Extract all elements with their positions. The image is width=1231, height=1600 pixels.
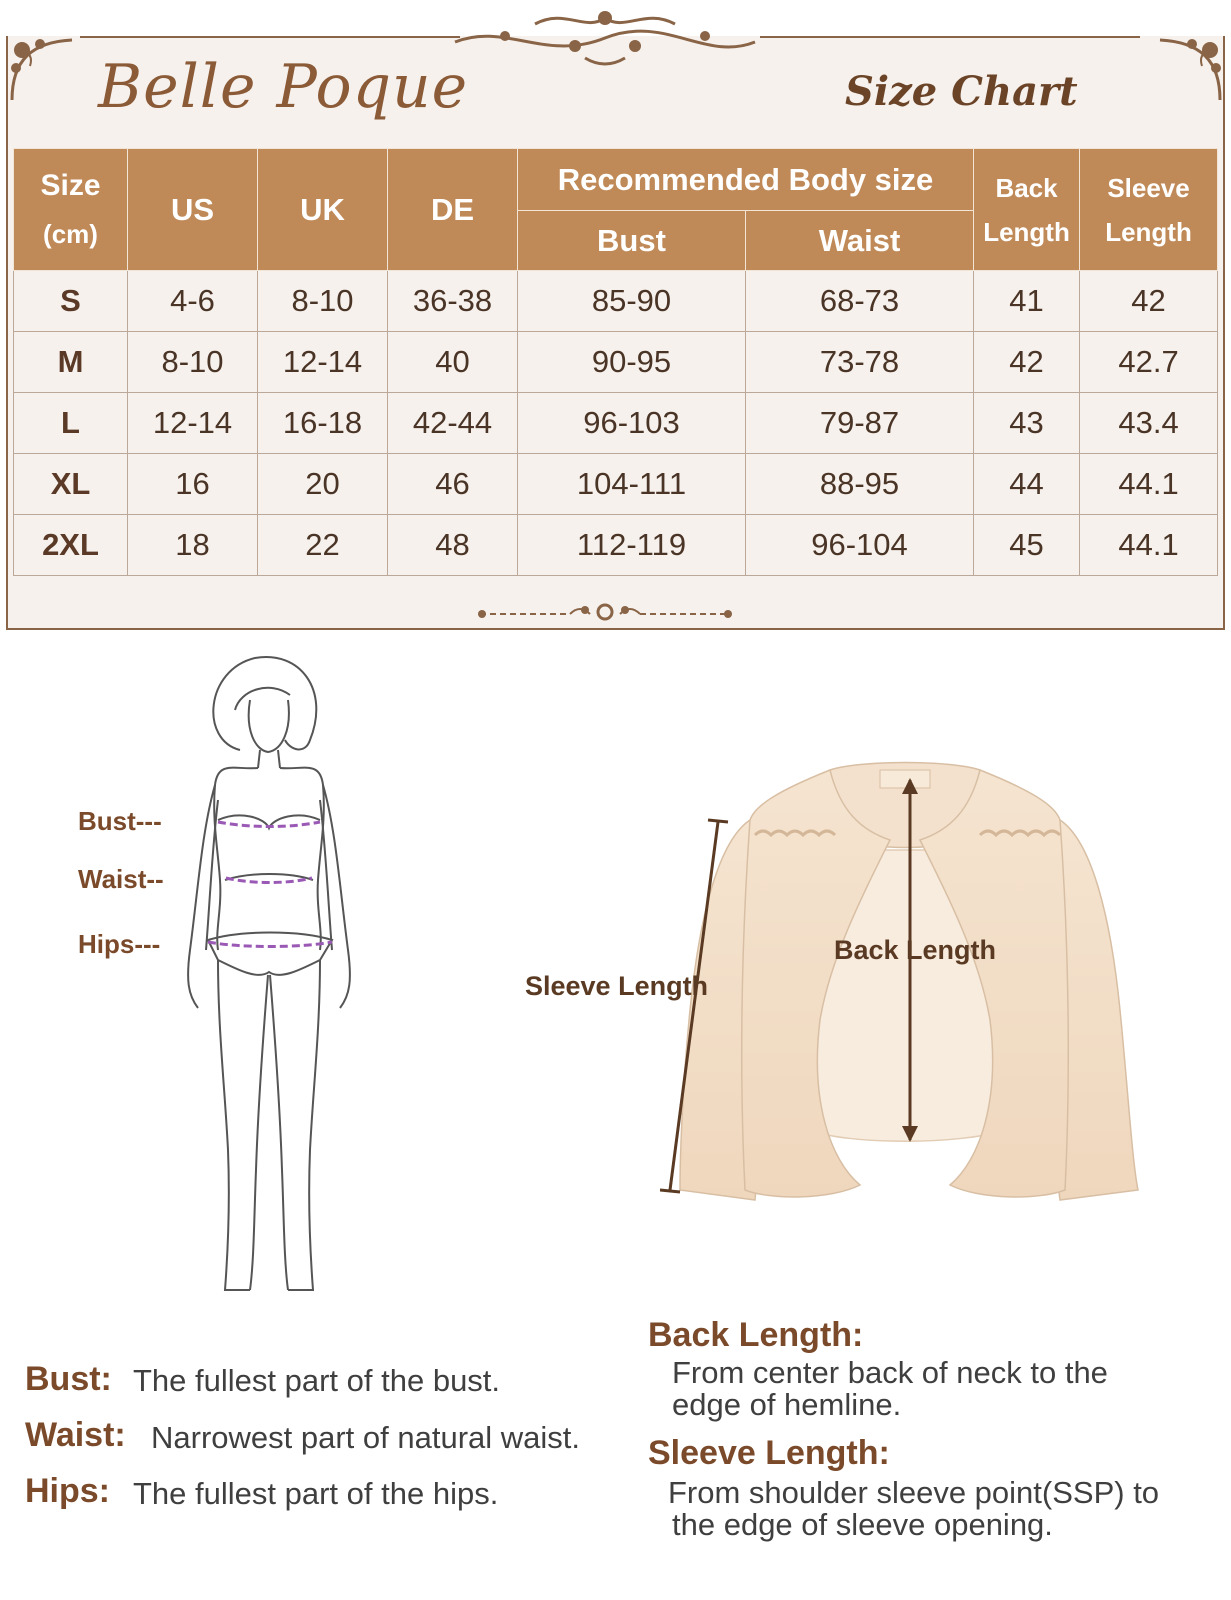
chart-title: Size Chart — [845, 68, 1078, 115]
header-sleeve-length — [1080, 149, 1218, 271]
table-row — [14, 393, 1218, 454]
size-cell: 2XL — [14, 515, 128, 576]
sleeve-length-cell: 43.4 — [1080, 393, 1218, 454]
hips-definition-text: The fullest part of the hips. — [133, 1476, 499, 1511]
bust-cell: 104-111 — [518, 454, 746, 515]
header-back-length-line1: Back — [995, 172, 1058, 203]
sleeve-length-cell: 44.1 — [1080, 515, 1218, 576]
uk-cell: 8-10 — [258, 271, 388, 332]
us-cell: 8-10 — [128, 332, 258, 393]
table-row — [14, 271, 1218, 332]
sleeve-length-cell: 42.7 — [1080, 332, 1218, 393]
corner-flourish-left-icon — [2, 30, 82, 110]
hips-measure-label: Hips--- — [78, 929, 161, 959]
corner-flourish-right-icon — [1150, 30, 1230, 110]
header-sleeve-length-line1: Sleeve — [1107, 172, 1190, 203]
header-sleeve-length-line2: Length — [1105, 216, 1192, 247]
back-length-definition-line1: From center back of neck to the — [672, 1355, 1108, 1390]
sleeve-length-definition-line1: From shoulder sleeve point(SSP) to — [668, 1475, 1160, 1510]
us-cell: 16 — [128, 454, 258, 515]
uk-cell: 12-14 — [258, 332, 388, 393]
uk-cell: 16-18 — [258, 393, 388, 454]
de-cell: 46 — [388, 454, 518, 515]
waist-measure-label: Waist-- — [78, 864, 164, 894]
top-rule-right — [760, 36, 1140, 38]
bottom-center-ornament-icon — [470, 598, 740, 628]
back-length-cell: 44 — [974, 454, 1080, 515]
bust-cell: 85-90 — [518, 271, 746, 332]
bust-cell: 90-95 — [518, 332, 746, 393]
top-center-scroll-ornament-icon — [445, 2, 765, 74]
waist-definition-term: Waist: — [25, 1416, 126, 1454]
waist-cell: 88-95 — [746, 454, 974, 515]
header-size — [14, 149, 128, 271]
header-back-length — [974, 149, 1080, 271]
header-size-unit: (cm) — [43, 218, 98, 249]
back-length-cell: 45 — [974, 515, 1080, 576]
jacket-illustration — [660, 760, 1150, 1220]
back-length-annotation: Back Length — [834, 935, 997, 965]
back-length-cell: 43 — [974, 393, 1080, 454]
table-row — [14, 332, 1218, 393]
de-cell: 42-44 — [388, 393, 518, 454]
sleeve-length-cell: 42 — [1080, 271, 1218, 332]
uk-cell: 22 — [258, 515, 388, 576]
sleeve-length-definition-line2: the edge of sleeve opening. — [672, 1507, 1053, 1542]
size-table — [13, 148, 1218, 576]
de-cell: 48 — [388, 515, 518, 576]
sleeve-length-definition-term: Sleeve Length: — [648, 1434, 890, 1472]
waist-cell: 79-87 — [746, 393, 974, 454]
hips-definition-term: Hips: — [25, 1472, 110, 1510]
waist-cell: 73-78 — [746, 332, 974, 393]
us-cell: 12-14 — [128, 393, 258, 454]
table-row — [14, 454, 1218, 515]
size-cell: S — [14, 271, 128, 332]
waist-definition-text: Narrowest part of natural waist. — [151, 1420, 581, 1455]
bust-measure-label: Bust--- — [78, 806, 162, 836]
waist-cell: 68-73 — [746, 271, 974, 332]
back-length-definition-line2: edge of hemline. — [672, 1387, 902, 1422]
sleeve-length-annotation: Sleeve Length — [525, 971, 709, 1001]
header-size-label: Size — [40, 168, 101, 202]
header-uk: UK — [258, 149, 388, 271]
bust-cell: 96-103 — [518, 393, 746, 454]
us-cell: 18 — [128, 515, 258, 576]
size-cell: XL — [14, 454, 128, 515]
de-cell: 40 — [388, 332, 518, 393]
sleeve-length-cell: 44.1 — [1080, 454, 1218, 515]
us-cell: 4-6 — [128, 271, 258, 332]
header-bust: Bust — [518, 211, 746, 271]
back-length-cell: 41 — [974, 271, 1080, 332]
bust-definition-text: The fullest part of the bust. — [133, 1363, 501, 1398]
bust-definition-term: Bust: — [25, 1360, 112, 1398]
waist-cell: 96-104 — [746, 515, 974, 576]
table-row — [14, 515, 1218, 576]
size-cell: M — [14, 332, 128, 393]
header-back-length-line2: Length — [983, 216, 1070, 247]
top-rule-left — [80, 36, 460, 38]
de-cell: 36-38 — [388, 271, 518, 332]
brand-logo-text: Belle Poque — [98, 52, 469, 122]
header-de: DE — [388, 149, 518, 271]
back-length-definition-term: Back Length: — [648, 1316, 864, 1354]
header-us: US — [128, 149, 258, 271]
uk-cell: 20 — [258, 454, 388, 515]
size-cell: L — [14, 393, 128, 454]
bust-cell: 112-119 — [518, 515, 746, 576]
header-waist: Waist — [746, 211, 974, 271]
header-recommended-body-size: Recommended Body size — [518, 149, 974, 211]
back-length-cell: 42 — [974, 332, 1080, 393]
body-figure-illustration — [180, 650, 360, 1300]
